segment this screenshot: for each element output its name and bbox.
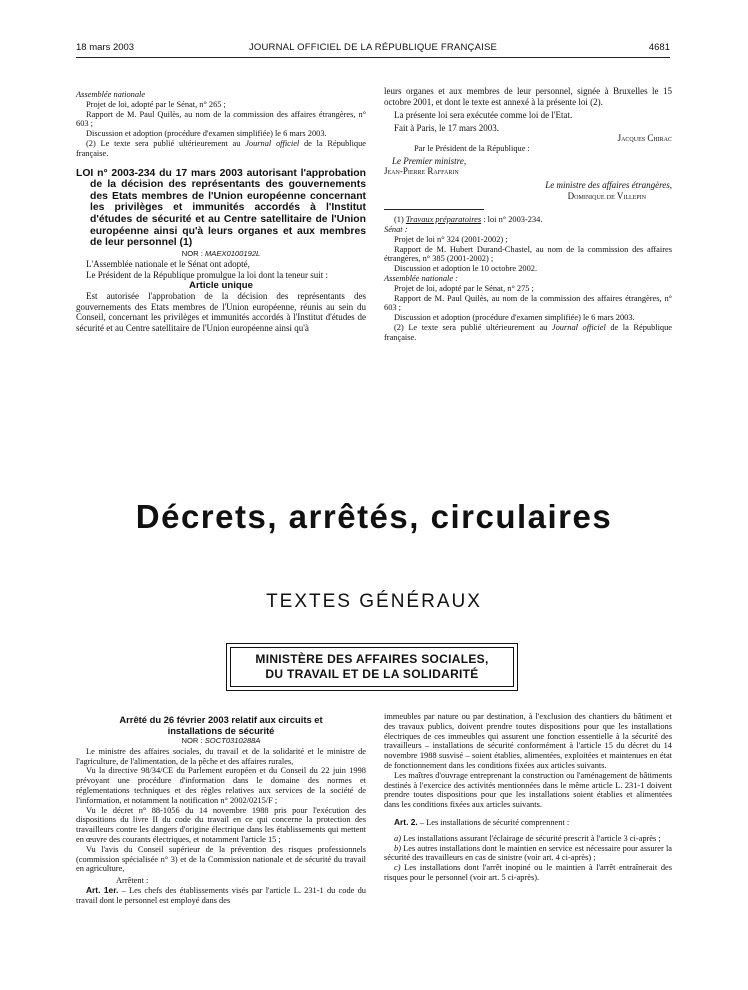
ministry-box bbox=[226, 643, 518, 691]
subsection-title: TEXTES GÉNÉRAUX bbox=[266, 591, 482, 612]
senat-line: Discussion et adoption le 10 octobre 2002. bbox=[394, 264, 538, 274]
arrete-para: Vu l'avis du Conseil supérieur de la prévention des risques professionnels (commission spécialisée n° 3) et de la Commission nationale et de sécurité du travail en agriculture, bbox=[76, 844, 366, 874]
loi-para-promulgation: Le Président de la République promulgue la loi dont la teneur suit : bbox=[86, 269, 328, 280]
article-2-c: c) Les installations dont l'arrêt inopiné ou le maintien à l'arrêt entraînerait des risques pour le personnel (voir art. 5 ci-après). bbox=[384, 863, 672, 882]
article-2: Art. 2. – Les installations de sécurité comprennent : bbox=[394, 816, 570, 827]
article-unique-heading: Article unique bbox=[189, 279, 253, 291]
footnote-1: (1) Travaux préparatoires : loi n° 2003-234. bbox=[394, 215, 543, 225]
an-label: Assemblée nationale bbox=[76, 90, 146, 99]
senat-line: Rapport de M. Hubert Durand-Chastel, au nom de la commission des affaires étrangères, n° 385 (2001-2002) ; bbox=[384, 244, 672, 264]
top-left-column bbox=[76, 90, 366, 333]
header-rule bbox=[76, 57, 670, 58]
arrete-para: Le ministre des affaires sociales, du travail et de la solidarité et le ministre de l'agriculture, de l'alimentation, de la pêche et des affaires rurales, bbox=[76, 746, 366, 766]
ministry-line-1: MINISTÈRE DES AFFAIRES SOCIALES, bbox=[255, 652, 489, 666]
loi-title: LOI n° 2003-234 du 17 mars 2003 autorisant l'approbation de la décision des représentants des gouvernements des Etats membres de l'Union européenne concernant les privilèges et immunités accordés à l'Institut d'études de sécurité et au Centre satellitaire de l'Union européenne ainsi qu'à leurs organes et aux membres de leur personnel (1) bbox=[76, 167, 366, 249]
header-page-number: 4681 bbox=[648, 42, 670, 53]
signature-president: Jacques Chirac bbox=[617, 133, 672, 144]
header-journal-title: JOURNAL OFFICIEL DE LA RÉPUBLIQUE FRANÇAISE bbox=[248, 42, 498, 53]
an-line: Discussion et adoption (procédure d'examen simplifiée) le 6 mars 2003. bbox=[86, 129, 327, 139]
top-right-column bbox=[384, 86, 672, 343]
arrete-para: Vu le décret n° 88-1056 du 14 novembre 1988 pris pour l'exécution des dispositions du livre II du code du travail en ce qui concerne la protection des travailleurs contre les dangers d'origine électrique dans les établissements qui mettent en œuvre des courants électriques, et notamment l'article 15 ; bbox=[76, 805, 366, 844]
an-line: Rapport de M. Paul Quilès, au nom de la commission des affaires étrangères, n° 603 ; bbox=[384, 293, 672, 313]
minister-title: Le ministre des affaires étrangères, bbox=[545, 179, 672, 190]
an-line: Rapport de M. Paul Quilès, au nom de la commission des affaires étrangères, n° 603 ; bbox=[76, 109, 366, 129]
loi-para-adoption: L'Assemblée nationale et le Sénat ont adopté, bbox=[86, 259, 250, 270]
pm-title: Le Premier ministre, bbox=[392, 155, 467, 166]
footnote-rule bbox=[384, 209, 484, 210]
continued-text: leurs organes et aux membres de leur personnel, signée à Bruxelles le 15 octobre 2001, et dont le texte est annexé à la présente loi (2). bbox=[384, 86, 672, 107]
bottom-right-column bbox=[384, 712, 672, 883]
pm-name: Jean-Pierre Raffarin bbox=[384, 166, 459, 177]
arretent: Arrêtent : bbox=[116, 876, 149, 886]
execution-line: La présente loi sera exécutée comme loi de l'Etat. bbox=[394, 110, 573, 121]
page-header bbox=[76, 42, 670, 56]
fait-line: Fait à Paris, le 17 mars 2003. bbox=[394, 122, 499, 133]
continued-text: immeubles par nature ou par destination, à l'exclusion des chantiers du bâtiment et des travaux publics, doivent prendre toutes dispositions pour que les installations électriques de ces immeubles qui assurent une fonction essentielle à la sécurité des travailleurs – installations de sécurité conformément à l'article 15 du décret du 14 novembre 1988 susvisé – soient établies, alimentées, exploitées et maintenues en état de fonctionnement dans les conditions fixées aux articles suivants. bbox=[384, 712, 672, 770]
section-title: Décrets, arrêtés, circulaires bbox=[135, 498, 613, 535]
arrete-para: Vu la directive 98/34/CE du Parlement européen et du Conseil du 22 juin 1998 prévoyant une procédure d'information dans le domaine des normes et réglementations techniques et des règles relatives aux services de la société de l'information, et notamment la notification n° 2002/0215/F ; bbox=[76, 766, 366, 805]
article-2-a: a) Les installations assurant l'éclairage de sécurité prescrit à l'article 3 ci-après ; bbox=[394, 833, 661, 843]
ministry-line-2: DU TRAVAIL ET DE LA SOLIDARITÉ bbox=[265, 667, 479, 681]
an-line: Discussion et adoption (procédure d'examen simplifiée) le 6 mars 2003. bbox=[394, 313, 635, 323]
an-label: Assemblée nationale : bbox=[384, 273, 458, 283]
header-date: 18 mars 2003 bbox=[76, 42, 135, 53]
bottom-left-column bbox=[76, 715, 366, 906]
loi-nor: NOR : MAEX0100192L bbox=[181, 248, 261, 258]
footnote-2: (2) Le texte sera publié ultérieurement au Journal officiel de la République française. bbox=[76, 138, 367, 158]
article-unique-text: Est autorisée l'approbation de la décision des représentants des gouvernements des Etats membres de l'Union européenne, réunis au sein du Conseil, concernant les privilèges et immunités accordés à l'Institut d'études de sécurité et au Centre satellitaire de l'Union européenne ainsi qu'à bbox=[76, 291, 366, 333]
minister-name: Dominique de Villepin bbox=[567, 190, 646, 201]
an-line: Projet de loi, adopté par le Sénat, n° 265 ; bbox=[86, 99, 226, 109]
article-2-b: b) Les autres installations dont le maintien en service est nécessaire pour assurer la sécurité des travailleurs en cas de sinistre (voir art. 4 ci-après) ; bbox=[384, 843, 672, 863]
par-le-president: Par le Président de la République : bbox=[414, 143, 530, 153]
footnote-2: (2) Le texte sera publié ultérieurement au Journal officiel de la République française. bbox=[384, 322, 673, 342]
senat-label: Sénat : bbox=[384, 224, 408, 234]
paragraph: Les maîtres d'ouvrage entreprenant la construction ou l'aménagement de bâtiments destinés à l'exercice des activités mentionnées dans le même article L. 231-1 doivent prendre toutes dispositions pour que les installations soient établies et alimentées dans les conditions fixées aux articles suivants. bbox=[384, 770, 672, 810]
arrete-title: Arrêté du 26 février 2003 relatif aux circuits et installations de sécurité bbox=[119, 714, 323, 736]
senat-line: Projet de loi n° 324 (2001-2002) ; bbox=[394, 234, 508, 244]
article-1: Art. 1er. – Les chefs des établissements visés par l'article L. 231-1 du code du travail dont le personnel est employé dans des bbox=[76, 884, 366, 905]
arrete-nor: NOR : SOCT0310288A bbox=[181, 736, 261, 746]
an-line: Projet de loi, adopté par le Sénat, n° 275 ; bbox=[394, 283, 534, 293]
